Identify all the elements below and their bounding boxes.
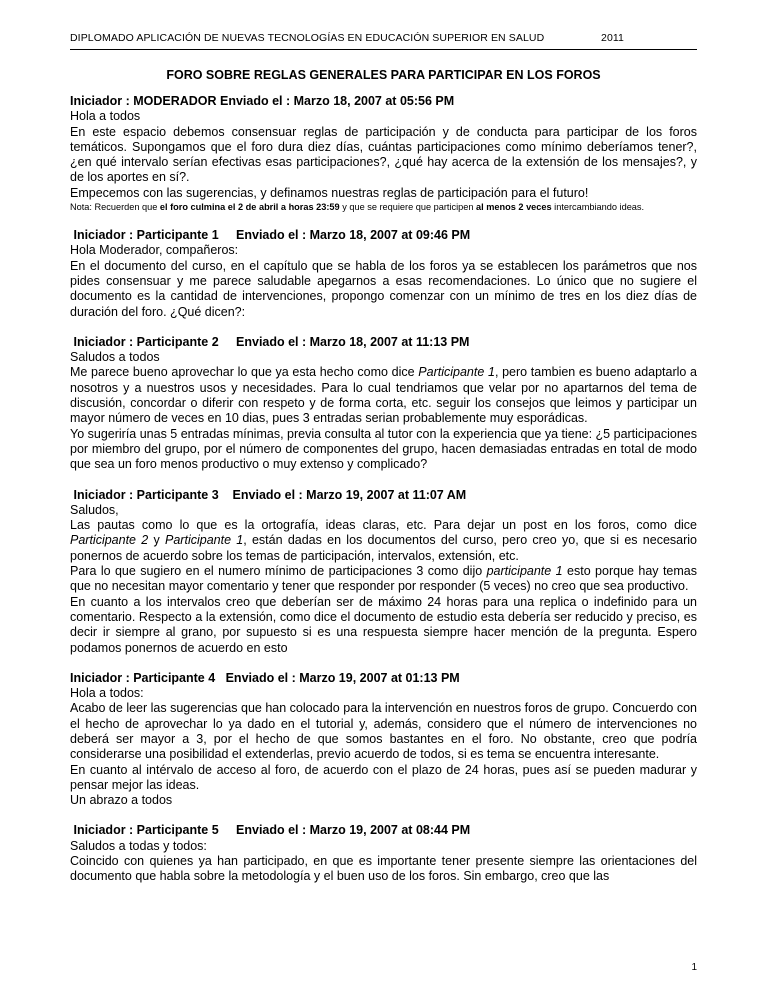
post-heading: Iniciador : Participante 4 Enviado el : Marzo 19, 2007 at 01:13 PM [70, 670, 460, 685]
post-text: , están dadas en los documentos del curso, pero creo yo, que si es necesario ponernos de acuerdo sobre los temas de participación, intervalos, extensión, etc. [70, 533, 698, 563]
forum-post-participante-4 [70, 671, 697, 809]
post-line: En el documento del curso, en el capítulo que se habla de los foros ya se establecen los parámetros que nos pides consensuar y me parece saludable apegarnos a esas recomendaciones. Lo único que no sugiere el documento es la cantidad de intervenciones, propongo comenzar con un mínimo de tres en los diez días de duración del foro. ¿Qué dicen?: [70, 258, 697, 319]
post-line: Hola a todos [70, 109, 141, 124]
post-line: En este espacio debemos consensuar reglas de participación y de conducta para participar de los foros temáticos. Supongamos que el foro dura diez días, cuántas participaciones como mínimo deberíamos tener?, ¿en qué intervalo serían efectivas esas participaciones?, ¿qué hay acerca de la extensión de los mensajes?, y de los aportes en sí?. [70, 124, 697, 185]
header-course-title: DIPLOMADO APLICACIÓN DE NUEVAS TECNOLOGÍAS EN EDUCACIÓN SUPERIOR EN SALUD [70, 32, 545, 44]
post-note [70, 201, 697, 213]
mention: participante 1 [486, 564, 563, 579]
post-heading: Iniciador : Participante 2 Enviado el : Marzo 18, 2007 at 11:13 PM [70, 334, 470, 349]
note-min-participations: al menos 2 veces [476, 202, 552, 213]
forum-body [70, 94, 697, 900]
post-heading: Iniciador : Participante 3 Enviado el : Marzo 19, 2007 at 11:07 AM [70, 487, 467, 502]
header-divider [70, 49, 697, 50]
forum-title: FORO SOBRE REGLAS GENERALES PARA PARTICIPAR EN LOS FOROS [166, 68, 601, 82]
post-line: Saludos, [70, 502, 119, 517]
note-text: Nota: Recuerden que [70, 202, 160, 213]
forum-post-moderador [70, 94, 697, 213]
post-line: Saludos a todos [70, 350, 160, 365]
mention: Participante 2 [70, 533, 149, 548]
post-line: Hola Moderador, compañeros: [70, 243, 239, 258]
forum-post-participante-5 [70, 823, 697, 884]
post-line [70, 564, 697, 595]
post-line: Yo sugeriría unas 5 entradas mínimas, previa consulta al tutor con la experiencia que ya tiene: ¿5 participaciones por miembro del grupo, por el número de componentes del grupo, hacen demasiadas entradas en total de modo que sea un foro menos productivo o muy extenso y complicado? [70, 426, 697, 472]
post-line [70, 365, 697, 426]
post-line: En cuanto a los intervalos creo que deberían ser de máximo 24 horas para una replica o indefinido para un comentario. Respecto a la extensión, como dice el documento de estudio esta debería ser reducido y preciso, es decir ir siempre al grano, por supuesto si es una respuesta siempre hacer mención de la pregunta. Espero podamos ponernos de acuerdo en esto [70, 594, 697, 655]
post-text: y [148, 533, 166, 548]
post-line [70, 518, 697, 564]
forum-post-participante-2 [70, 335, 697, 473]
page-header [70, 32, 624, 48]
post-text: , pero tambien es bueno adaptarlo a nosotros y a nuestros usos y necesidades. Para lo cual tendriamos que velar por no apartarnos del tema de discusión, concordar o diferir con respeto y de forma corta, etc. seguir los consejos que leimos y participar un mayor número de veces en 10 dias, pues 3 entradas serian probablemente muy esporádicas. [70, 365, 697, 426]
note-deadline: el foro culmina el 2 de abril a horas 23:59 [159, 202, 340, 213]
note-text: intercambiando ideas. [551, 202, 645, 213]
post-heading: Iniciador : Participante 5 Enviado el : Marzo 19, 2007 at 08:44 PM [70, 823, 471, 838]
post-line: Un abrazo a todos [70, 793, 173, 808]
post-line: En cuanto al intérvalo de acceso al foro, de acuerdo con el plazo de 24 horas, pues así se pueden madurar y pensar mejor las ideas. [70, 762, 697, 792]
post-text: Las pautas como lo que es la ortografía, ideas claras, etc. Para dejar un post en los foros, como dice [70, 518, 697, 533]
post-line: Coincido con quienes ya han participado, en que es importante tener presente siempre las orientaciones del documento que habla sobre la metodología y el buen uso de los foros. Sin embargo, creo que las [70, 854, 697, 884]
page-number: 1 [691, 962, 697, 973]
post-line: Empecemos con las sugerencias, y definamos nuestras reglas de participación para el futuro! [70, 185, 589, 200]
post-line: Saludos a todas y todos: [70, 838, 207, 853]
post-text: Para lo que sugiero en el numero mínimo de participaciones 3 como dijo [70, 564, 487, 579]
post-text: esto porque hay temas que no necesitan mayor comentario y tener que responder por responder (5 veces) no creo que sea productivo. [70, 564, 698, 594]
post-line: Acabo de leer las sugerencias que han colocado para la intervención en nuestros foros de grupo. Concuerdo con el hecho de aprovechar lo ya dado en el tutorial y, además, considero que el número de intervenciones no deberá ser mayor a 3, por el hecho de que somos bastantes en el foro. No obstante, creo que podría considerarse una posibilidad el extenderlas, previo acuerdo de todos, si es tema se encuentra interesante. [70, 701, 697, 762]
post-text: Me parece bueno aprovechar lo que ya esta hecho como dice [70, 365, 419, 380]
note-text: y que se requiere que participen [339, 202, 477, 213]
mention: Participante 1 [418, 365, 495, 380]
mention: Participante 1 [165, 533, 244, 548]
forum-post-participante-1 [70, 228, 697, 320]
post-heading: Iniciador : MODERADOR Enviado el : Marzo 18, 2007 at 05:56 PM [70, 94, 455, 108]
forum-post-participante-3 [70, 488, 697, 656]
post-heading: Iniciador : Participante 1 Enviado el : Marzo 18, 2007 at 09:46 PM [70, 228, 471, 243]
header-year: 2011 [601, 32, 624, 44]
post-line: Hola a todos: [70, 686, 144, 701]
